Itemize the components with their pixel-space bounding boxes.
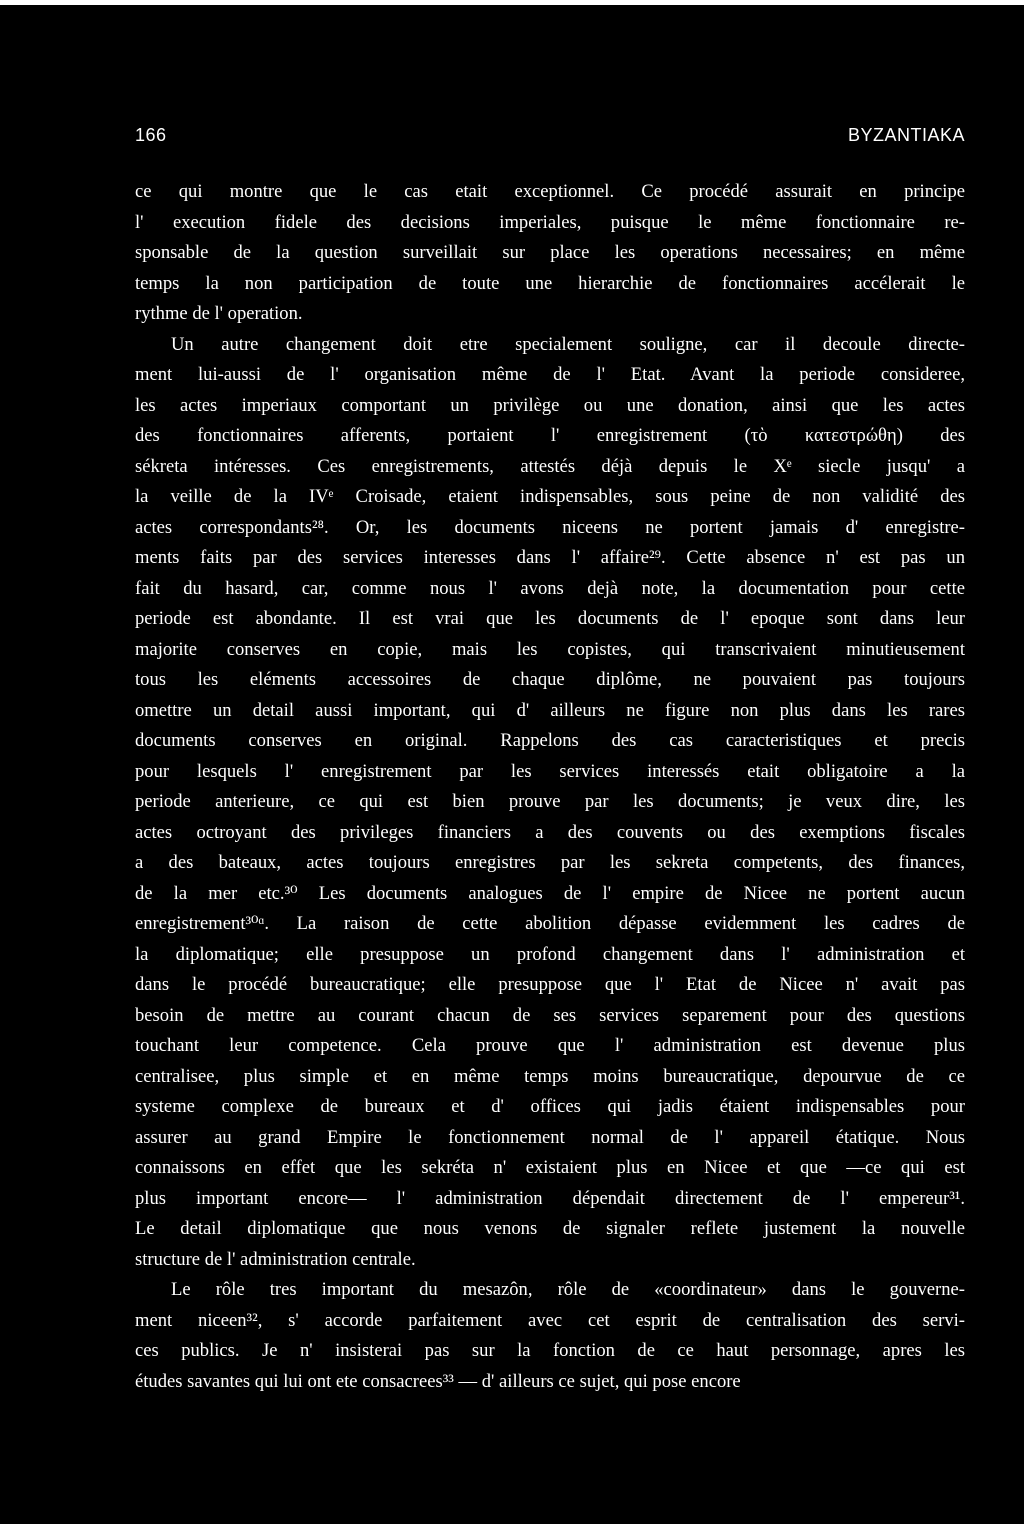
- top-border-rule: [0, 0, 1024, 5]
- text-line: ments faits par des services interesses dans l' affaire²⁹. Cette absence n' est pas un: [135, 547, 965, 568]
- text-line: dans le procédé bureaucratique; elle presuppose que l' Etat de Nicee n' avait pas: [135, 974, 965, 995]
- text-line: rythme de l' operation.: [135, 303, 303, 324]
- text-line: documents conserves en original. Rappelons des cas caracteristiques et precis: [135, 730, 965, 751]
- text-line: la veille de la IVᵉ Croisade, etaient indispensables, sous peine de non validité des: [135, 486, 965, 507]
- text-line: ment lui-aussi de l' organisation même de l' Etat. Avant la periode consideree,: [135, 364, 965, 385]
- text-line: touchant leur competence. Cela prouve que l' administration est devenue plus: [135, 1035, 965, 1056]
- text-line: les actes imperiaux comportant un privilège ou une donation, ainsi que les actes: [135, 394, 965, 416]
- text-line: ces publics. Je n' insisterai pas sur la fonction de ce haut personnage, apres les: [135, 1340, 965, 1361]
- text-line: de la mer etc.³⁰ Les documents analogues de l' empire de Nicee ne portent aucun: [135, 882, 965, 904]
- running-title: BYZANTIAKA: [847, 125, 965, 145]
- text-line: Un autre changement doit etre specialement souligne, car il decoule directe-: [171, 333, 965, 355]
- text-line: temps la non participation de toute une hierarchie de fonctionnaires accélerait le: [135, 272, 965, 294]
- text-line: pour lesquels l' enregistrement par les services interessés etait obligatoire a la: [135, 760, 965, 782]
- paragraph: [135, 330, 965, 1276]
- text-line: l' execution fidele des decisions imperiales, puisque le même fonctionnaire re-: [135, 211, 965, 233]
- text-line: des fonctionnaires afferents, portaient l' enregistrement (τὸ κατεστρώθη) des: [135, 425, 965, 446]
- text-line: assurer au grand Empire le fonctionnement normal de l' appareil étatique. Nous: [135, 1126, 965, 1148]
- text-line: sponsable de la question surveillait sur place les operations necessaires; en même: [135, 242, 965, 263]
- page-number: 166: [135, 125, 167, 145]
- document-page: [135, 125, 965, 1397]
- text-line: études savantes qui lui ont ete consacrees³³ — d' ailleurs ce sujet, qui pose encore: [135, 1370, 741, 1392]
- text-line: fait du hasard, car, comme nous l' avons dejà note, la documentation pour cette: [135, 577, 965, 599]
- paragraph: [135, 1275, 965, 1397]
- text-line: Le detail diplomatique que nous venons de signaler reflete justement la nouvelle: [135, 1218, 965, 1239]
- text-line: ment niceen³², s' accorde parfaitement avec cet esprit de centralisation des servi-: [135, 1309, 965, 1331]
- text-line: la diplomatique; elle presuppose un profond changement dans l' administration et: [135, 943, 965, 965]
- text-line: plus important encore— l' administration dépendait directement de l' empereur³¹.: [135, 1187, 965, 1209]
- text-line: periode est abondante. Il est vrai que les documents de l' epoque sont dans leur: [135, 608, 965, 629]
- text-line: Le rôle tres important du mesazôn, rôle de «coordinateur» dans le gouverne-: [171, 1279, 965, 1300]
- text-line: connaissons en effet que les sekréta n' existaient plus en Nicee et que —ce qui est: [135, 1157, 965, 1178]
- body-text: [135, 177, 965, 1397]
- text-line: besoin de mettre au courant chacun de ses services separement pour des questions: [135, 1004, 965, 1026]
- text-line: centralisee, plus simple et en même temps moins bureaucratique, depourvue de ce: [135, 1065, 965, 1087]
- paragraph: [135, 177, 965, 330]
- text-line: enregistrement³⁰ᵅ. La raison de cette abolition dépasse evidemment les cadres de: [135, 913, 965, 934]
- text-line: periode anterieure, ce qui est bien prouve par les documents; je veux dire, les: [135, 791, 965, 812]
- text-line: sékreta intéresses. Ces enregistrements, attestés déjà depuis le Xᵉ siecle jusqu' a: [135, 455, 965, 477]
- text-line: tous les eléments accessoires de chaque diplôme, ne pouvaient pas toujours: [135, 669, 965, 690]
- text-line: structure de l' administration centrale.: [135, 1248, 416, 1270]
- text-line: ce qui montre que le cas etait exceptionnel. Ce procédé assurait en principe: [135, 181, 965, 202]
- text-line: a des bateaux, actes toujours enregistres par les sekreta competents, des finances,: [135, 852, 965, 873]
- text-line: majorite conserves en copie, mais les copistes, qui transcrivaient minutieusement: [135, 638, 965, 660]
- text-line: actes octroyant des privileges financiers a des couvents ou des exemptions fiscales: [135, 821, 965, 843]
- text-line: actes correspondants²⁸. Or, les documents niceens ne portent jamais d' enregistre-: [135, 516, 965, 538]
- text-line: omettre un detail aussi important, qui d' ailleurs ne figure non plus dans les rares: [135, 699, 965, 721]
- running-header: [135, 125, 965, 159]
- text-line: systeme complexe de bureaux et d' offices qui jadis étaient indispensables pour: [135, 1096, 965, 1117]
